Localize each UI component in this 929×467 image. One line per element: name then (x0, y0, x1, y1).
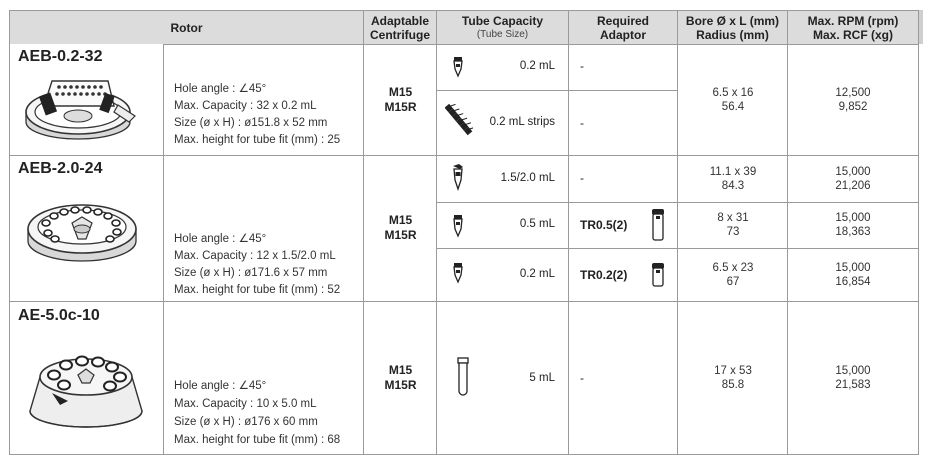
rotor-1-rpm-cell (787, 44, 919, 156)
bore-value: 11.1 x 39 (709, 165, 757, 178)
rotor-2-adaptor-1-cell (568, 155, 678, 203)
centrifuge-model: M15R (384, 377, 417, 392)
rotor-2-tube-2-cell (436, 202, 569, 249)
rotor-3-rpm-cell (787, 301, 919, 455)
adaptor-tr02-icon (651, 262, 665, 288)
radius-value: 67 (726, 275, 740, 288)
adaptor-value: TR0.5(2) (580, 218, 628, 232)
rotor-2-rpm-1-cell (787, 155, 919, 203)
spec-max-capacity: Max. Capacity : 10 x 5.0 mL (174, 398, 317, 410)
centrifuge-model: M15 (388, 213, 413, 227)
rotor-3-adaptor-1-cell (568, 301, 678, 455)
rotor-2-adaptor-2-cell (568, 202, 678, 249)
rcf-value: 21,206 (835, 179, 871, 192)
rpm-value: 15,000 (835, 212, 871, 224)
rotor-aeb-2-0-24-illustration (24, 199, 142, 267)
rotor-2-bore-1-cell (677, 155, 788, 203)
bore-value: 17 x 53 (714, 364, 752, 377)
tube-capacity: 0.2 mL strips (489, 116, 555, 128)
rotor-2-bore-3-cell (677, 248, 788, 302)
tube-5ml-icon (457, 357, 469, 397)
header-rpm-box (787, 10, 919, 45)
header-capacity-sub: (Tube Size) (476, 28, 529, 40)
spec-max-height: Max. height for tube fit (mm) : 25 (174, 134, 341, 146)
tube-capacity: 0.2 mL (519, 268, 555, 280)
rcf-value: 16,854 (835, 275, 871, 288)
header-rpm-line1: Max. RPM (rpm) (807, 13, 899, 28)
header-bore-box (677, 10, 788, 45)
header-rotor-box (9, 10, 364, 45)
header-centrifuge-line1: Adaptable (370, 13, 429, 28)
rotor-2-rpm-3-cell (787, 248, 919, 302)
centrifuge-model: M15 (388, 362, 413, 377)
radius-value: 73 (726, 226, 740, 238)
pcr-tube-icon (451, 56, 465, 78)
bore-value: 8 x 31 (717, 212, 749, 224)
tube-capacity: 0.2 mL (519, 60, 555, 72)
rotor-2-bore-2-cell (677, 202, 788, 249)
adaptor-value: - (580, 116, 584, 130)
rpm-value: 15,000 (835, 261, 871, 274)
rotor-3-centrifuge-cell (363, 301, 437, 455)
header-adaptor-line2: Adaptor (600, 27, 646, 42)
rotor-aeb-0-2-32-illustration (22, 72, 140, 146)
rotor-2-specs (174, 231, 340, 299)
radius-value: 56.4 (721, 100, 745, 113)
pcr-tube-icon (451, 262, 465, 284)
header-rpm-line2: Max. RCF (xg) (812, 27, 893, 42)
adaptor-value: - (580, 371, 584, 385)
spec-max-height: Max. height for tube fit (mm) : 68 (174, 434, 341, 446)
rotor-3-tube-1-cell (436, 301, 569, 455)
header-centrifuge-box (363, 10, 437, 45)
rotor-3-image-cell (9, 301, 164, 455)
header-bore-line2: Radius (mm) (696, 27, 769, 42)
rotor-3-name: AE-5.0c-10 (18, 307, 100, 324)
rpm-value: 15,000 (835, 165, 871, 178)
pcr-tube-icon (451, 214, 465, 238)
spec-size: Size (ø x H) : ø171.6 x 57 mm (174, 267, 328, 279)
adaptor-value: TR0.2(2) (580, 268, 628, 282)
rotor-2-image-cell (9, 155, 164, 302)
centrifuge-model: M15R (384, 99, 417, 114)
bore-value: 6.5 x 23 (712, 261, 754, 274)
spec-max-height: Max. height for tube fit (mm) : 52 (174, 284, 341, 296)
rotor-1-specs-cell (163, 44, 364, 156)
rotor-2-tube-3-cell (436, 248, 569, 302)
tube-capacity: 0.5 mL (519, 218, 555, 230)
rotor-1-adaptor-2-cell (568, 90, 678, 156)
header-centrifuge-line2: Centrifuge (370, 27, 430, 42)
rotor-ae-5-0c-10-illustration (28, 349, 146, 429)
rotor-1-tube-1-cell (436, 44, 569, 91)
centrifuge-model: M15R (384, 228, 417, 242)
header-rotor-label: Rotor (170, 20, 203, 35)
spec-size: Size (ø x H) : ø151.8 x 52 mm (174, 117, 328, 129)
bore-value: 6.5 x 16 (712, 86, 754, 99)
spec-max-capacity: Max. Capacity : 32 x 0.2 mL (174, 100, 317, 112)
rotor-1-bore-cell (677, 44, 788, 156)
rotor-3-specs-cell (163, 301, 364, 455)
adaptor-tr05-icon (651, 208, 665, 242)
rotor-3-specs (174, 377, 340, 449)
rotor-2-adaptor-3-cell (568, 248, 678, 302)
rotor-1-adaptor-1-cell (568, 44, 678, 91)
tube-capacity: 5 mL (529, 372, 555, 384)
adaptor-value: - (580, 171, 584, 185)
rotor-2-centrifuge-cell (363, 155, 437, 302)
header-capacity-box (436, 10, 569, 45)
spec-hole-angle: Hole angle : ∠45° (174, 233, 267, 245)
rotor-2-rpm-2-cell (787, 202, 919, 249)
rotor-1-name: AEB-0.2-32 (18, 48, 103, 65)
rotor-1-tube-2-cell (436, 90, 569, 156)
header-bore-line1: Bore Ø x L (mm) (685, 13, 780, 28)
rotor-2-tube-1-cell (436, 155, 569, 203)
rotor-2-name: AEB-2.0-24 (18, 160, 103, 177)
centrifuge-model: M15 (388, 84, 413, 99)
spec-hole-angle: Hole angle : ∠45° (174, 83, 267, 95)
radius-value: 84.3 (721, 179, 745, 192)
spec-hole-angle: Hole angle : ∠45° (174, 380, 267, 392)
rpm-value: 12,500 (835, 86, 871, 99)
tube-capacity: 1.5/2.0 mL (500, 172, 555, 184)
header-adaptor-line1: Required (596, 13, 649, 28)
header-capacity-line1: Tube Capacity (461, 13, 544, 28)
rotor-2-specs-cell (163, 155, 364, 302)
pcr-strip-icon (445, 104, 473, 138)
rotor-1-image-cell (9, 44, 164, 156)
adaptor-value: - (580, 59, 584, 73)
rotor-3-bore-cell (677, 301, 788, 455)
rcf-value: 21,583 (835, 378, 871, 391)
rcf-value: 18,363 (835, 226, 871, 238)
microtube-icon (450, 163, 466, 191)
rpm-value: 15,000 (835, 364, 871, 377)
rcf-value: 9,852 (838, 100, 868, 113)
spec-max-capacity: Max. Capacity : 12 x 1.5/2.0 mL (174, 250, 336, 262)
header-adaptor-box (568, 10, 678, 45)
rotor-1-specs (174, 81, 340, 149)
rotor-1-centrifuge-cell (363, 44, 437, 156)
radius-value: 85.8 (721, 378, 745, 391)
spec-size: Size (ø x H) : ø176 x 60 mm (174, 416, 318, 428)
